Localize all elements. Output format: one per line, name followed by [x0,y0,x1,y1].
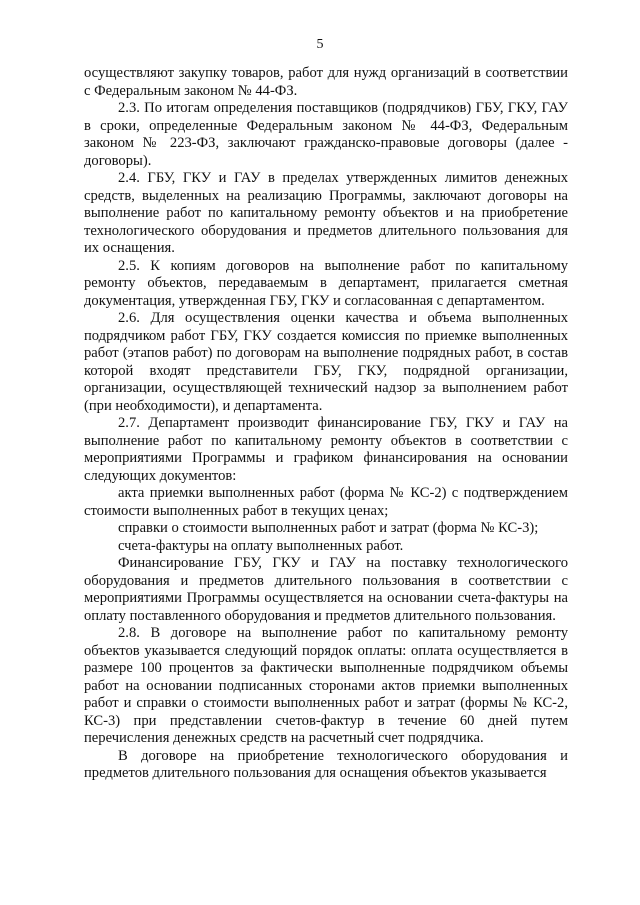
list-item-ks3-certificate: справки о стоимости выполненных работ и затрат (форма № КС-3); [118,520,539,536]
paragraph-2-7: 2.7. Департамент производит финансирование ГБУ, ГКУ и ГАУ на выполнение работ по капитальному ремонту объектов в соответствии с мероприятиями Программы и графиком финансирования на основании следующих документов: [84,415,568,484]
paragraph-2-3: 2.3. По итогам определения поставщиков (подрядчиков) ГБУ, ГКУ, ГАУ в сроки, определенные Федеральным законом № 44-ФЗ, Федеральным законом № 223-ФЗ, заключают гражданско-правовые договоры (далее - договоры). [84,100,568,169]
paragraph-equipment-financing: Финансирование ГБУ, ГКУ и ГАУ на поставку технологического оборудования и предметов длительного пользования в соответствии с мероприятиями Программы осуществляется на основании счета-фактуры на оплату поставленного оборудования и предметов длительного пользования. [84,555,568,624]
list-item-invoice: счета-фактуры на оплату выполненных работ. [118,537,404,554]
paragraph-2-4: 2.4. ГБУ, ГКУ и ГАУ в пределах утвержденных лимитов денежных средств, выделенных на реализацию Программы, заключают договоры на выполнение работ по капитальному ремонту объектов и на приобретение технологического оборудования и предметов длительного пользования для их оснащения. [84,170,568,256]
paragraph-2-5: 2.5. К копиям договоров на выполнение работ по капитальному ремонту объектов, передаваемым в департамент, прилагается сметная документация, утвержденная ГБУ, ГКУ и согласованная с департаментом. [84,257,568,309]
paragraph-2-8: 2.8. В договоре на выполнение работ по капитальному ремонту объектов указывается следующий порядок оплаты: оплата осуществляется в размере 100 процентов за фактически выполненные подрядчиком объемы работ на основании подписанных сторонами актов приемки выполненных работ и справки о стоимости выполненных работ и затрат (формы № КС-2, КС-3) при представлении счетов-фактур в течение 60 дней путем перечисления денежных средств на расчетный счет подрядчика. [84,625,568,746]
paragraph-continuation: осуществляют закупку товаров, работ для нужд организаций в соответствии с Федеральным законом № 44-ФЗ. [84,65,568,99]
page-number: 5 [316,37,324,52]
paragraph-2-6: 2.6. Для осуществления оценки качества и объема выполненных подрядчиком работ ГБУ, ГКУ создается комиссия по приемке выполненных работ (этапов работ) по договорам на выполнение подрядных работ, в состав которой входят представители ГБУ, ГКУ, подрядной организации, организации, осуществляющей технический надзор за выполнением работ (при необходимости), и департамента. [84,310,568,414]
document-body [84,65,568,783]
paragraph-equipment-contract: В договоре на приобретение технологического оборудования и предметов длительного пользования для оснащения объектов указывается [84,747,568,781]
list-item-ks2-act: акта приемки выполненных работ (форма № КС-2) с подтверждением стоимости выполненных работ в текущих ценах; [84,485,568,519]
